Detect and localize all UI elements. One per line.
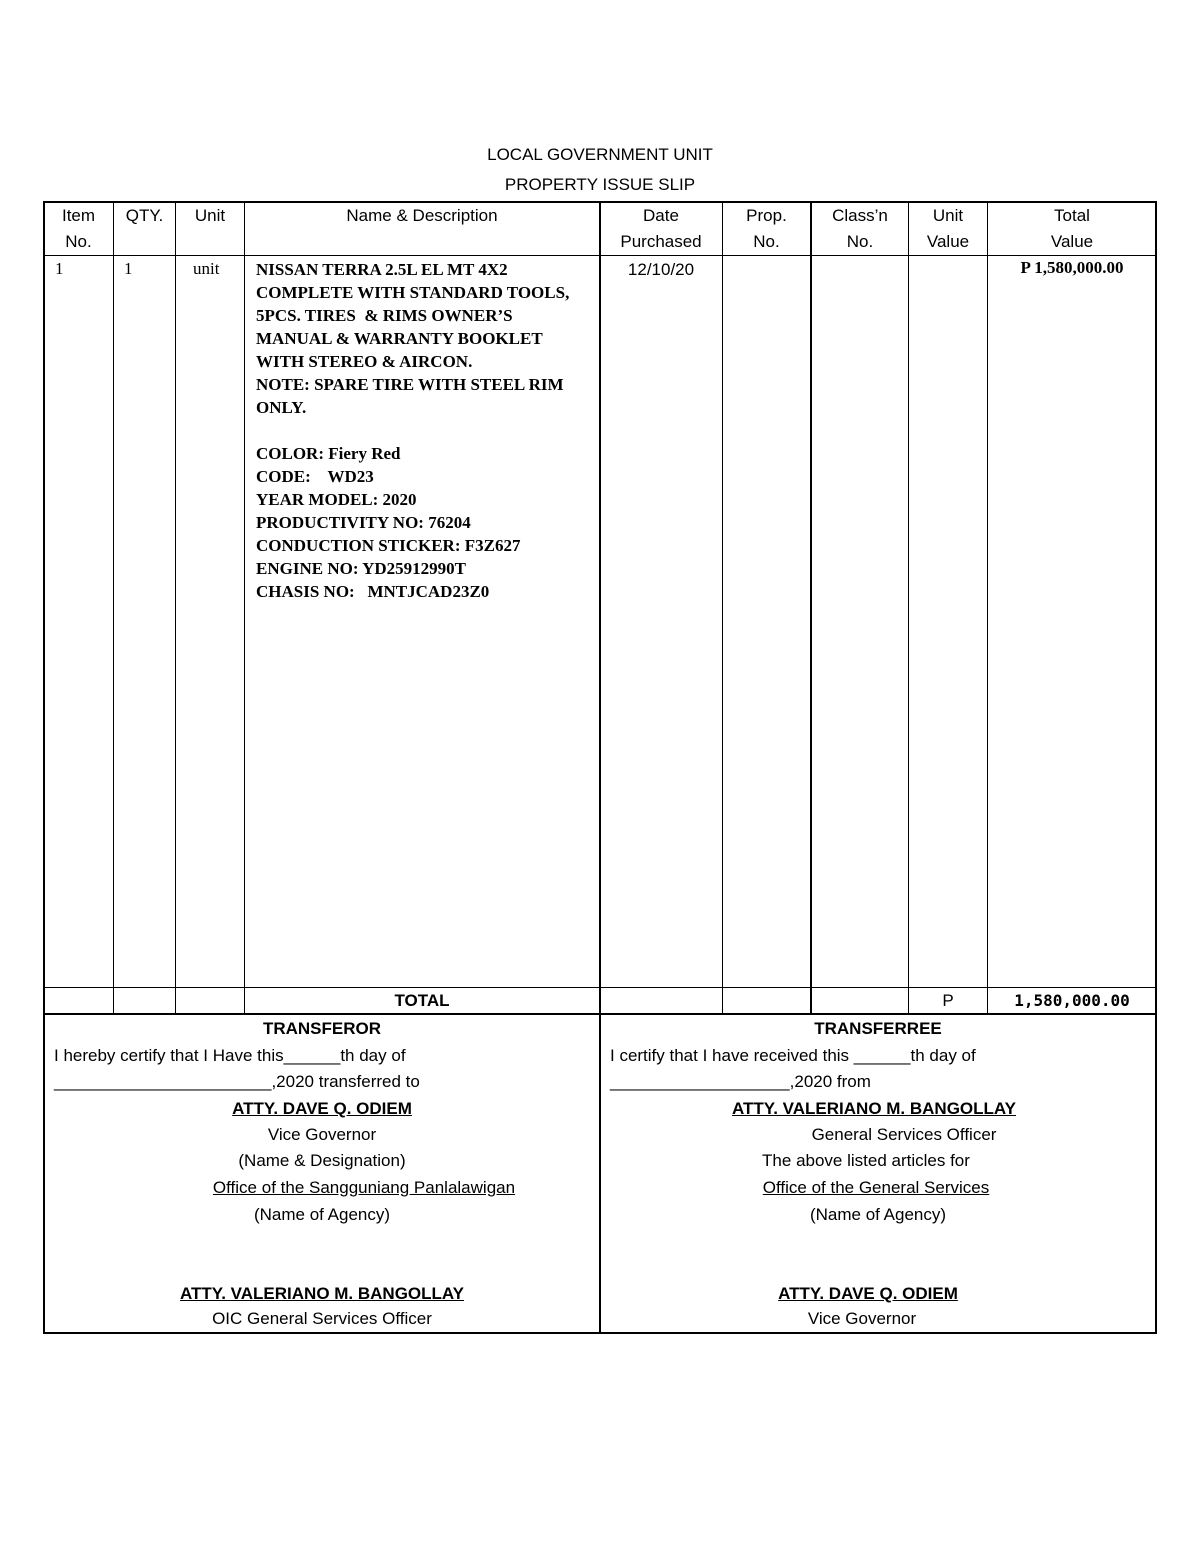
total-row-divider (44, 987, 1156, 988)
col-item-no: Item No. (61, 206, 96, 251)
col-divider (244, 202, 245, 1013)
total-value-amount: P 1,580,000.00 (1020, 258, 1124, 277)
transferee-agency: Office of the General Services (762, 1178, 990, 1197)
col-prop-no: Prop. No. (746, 206, 787, 251)
signature-divider (44, 1013, 1156, 1015)
lgu-title: LOCAL GOVERNMENT UNIT (487, 145, 713, 164)
transferee-certify-line2: ___________________,2020 from (610, 1072, 871, 1091)
date-purchased-value: 12/10/20 (627, 260, 695, 279)
transferor-name: ATTY. DAVE Q. ODIEM (232, 1099, 412, 1118)
col-unit: Unit (194, 206, 226, 225)
col-unit-value: Unit Value (926, 206, 970, 251)
transferee-name: ATTY. VALERIANO M. BANGOLLAY (732, 1099, 1016, 1118)
col-divider (987, 202, 988, 1013)
transferor-heading: TRANSFEROR (262, 1019, 382, 1038)
transferee-agency-label: (Name of Agency) (809, 1205, 947, 1224)
col-divider (908, 202, 909, 1013)
transferor-certify-line1: I hereby certify that I Have this______th day of (54, 1046, 406, 1065)
col-classn-no: Class’n No. (832, 206, 888, 251)
transferee-signatory-name: ATTY. DAVE Q. ODIEM (778, 1284, 958, 1303)
unit-value-text: unit (193, 259, 220, 278)
col-divider (722, 202, 723, 1013)
transferee-articles-line: The above listed articles for (762, 1151, 970, 1170)
transferee-signatory-title: Vice Governor (807, 1309, 917, 1328)
transferee-heading: TRANSFERREE (814, 1019, 942, 1038)
transferor-designation: Vice Governor (267, 1125, 377, 1144)
header-divider (44, 255, 1156, 256)
transferor-signatory-title: OIC General Services Officer (212, 1309, 432, 1328)
col-name-description: Name & Description (346, 206, 498, 225)
transferee-designation: General Services Officer (811, 1125, 997, 1144)
total-label: TOTAL (394, 991, 450, 1010)
transferee-certify-line1: I certify that I have received this ______th day of (610, 1046, 976, 1065)
transferor-agency-label: (Name of Agency) (253, 1205, 391, 1224)
qty-value: 1 (124, 259, 133, 278)
col-date-purchased: Date Purchased (620, 206, 702, 251)
item-no-value: 1 (55, 259, 64, 278)
col-total-value: Total Value (1050, 206, 1094, 251)
total-amount: 1,580,000.00 (1014, 991, 1130, 1010)
transferor-name-label: (Name & Designation) (238, 1151, 406, 1170)
col-divider (810, 202, 812, 1013)
transferor-certify-line2: _______________________,2020 transferred to (54, 1072, 420, 1091)
slip-title: PROPERTY ISSUE SLIP (504, 175, 696, 194)
item-description: NISSAN TERRA 2.5L EL MT 4X2 COMPLETE WITH STANDARD TOOLS, 5PCS. TIRES & RIMS OWNER’S MANUAL & WARRANTY BOOKLET WITH STEREO & AIRCON. NOTE: SPARE TIRE WITH STEEL RIM ONLY. COLOR: Fiery Red CODE: WD23 YEAR MODEL: 2020 PRODUCTIVITY NO: 76204 CONDUCTION STICKER: F3Z627 ENGINE NO: YD25912990T CHASIS NO: MNTJCAD23Z0 (256, 260, 570, 601)
transferor-signatory-name: ATTY. VALERIANO M. BANGOLLAY (180, 1284, 464, 1303)
col-divider (175, 202, 176, 1013)
col-qty: QTY. (125, 206, 164, 225)
transferor-agency: Office of the Sangguniang Panlalawigan (212, 1178, 516, 1197)
col-divider (113, 202, 114, 1013)
total-currency: P (942, 991, 954, 1010)
